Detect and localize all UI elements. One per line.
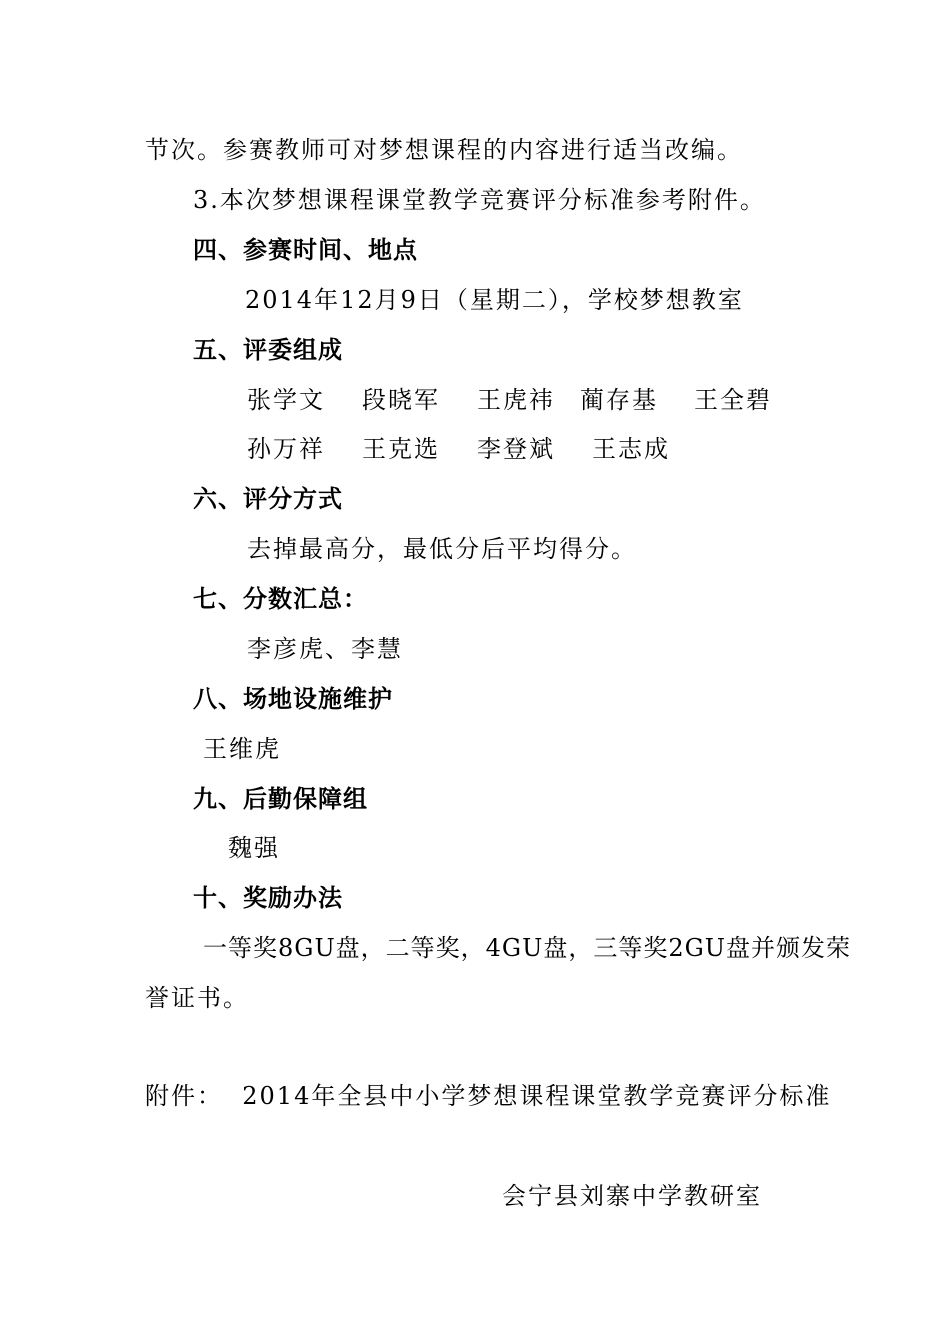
judge-name: 孙万祥 (247, 435, 325, 463)
judge-name: 段晓军 (362, 386, 440, 414)
judge-name: 张学文 (247, 386, 325, 414)
section-heading: 五、评委组成 (193, 336, 343, 364)
body-text-line: 誉证书。 (145, 984, 249, 1012)
judge-name: 李登斌 (477, 435, 555, 463)
body-text-line: 魏强 (228, 834, 280, 862)
judge-name: 王全碧 (694, 386, 772, 414)
section-heading: 十、奖励办法 (193, 884, 343, 912)
body-text-line: 王维虎 (203, 735, 281, 763)
section-heading: 七、分数汇总： (193, 585, 368, 613)
section-heading: 九、后勤保障组 (193, 785, 368, 813)
judge-name: 王虎祎 (477, 386, 555, 414)
signature: 会宁县刘寨中学教研室 (502, 1182, 762, 1210)
judge-name: 王克选 (362, 435, 440, 463)
attachment-line: 附件： 2014年全县中小学梦想课程课堂教学竞赛评分标准 (145, 1082, 832, 1110)
body-text-line: 3.本次梦想课程课堂教学竞赛评分标准参考附件。 (193, 186, 766, 214)
body-text-line: 李彦虎、李慧 (247, 635, 403, 663)
judge-name: 蔺存基 (580, 386, 658, 414)
body-text-line: 去掉最高分，最低分后平均得分。 (247, 535, 637, 563)
section-heading: 六、评分方式 (193, 485, 343, 513)
body-text-line: 一等奖8GU盘，二等奖，4GU盘，三等奖2GU盘并颁发荣 (203, 934, 852, 962)
judge-name: 王志成 (592, 435, 670, 463)
body-text-line: 2014年12月9日（星期二），学校梦想教室 (245, 286, 744, 314)
body-text-line: 节次。参赛教师可对梦想课程的内容进行适当改编。 (145, 136, 743, 164)
section-heading: 八、场地设施维护 (193, 685, 393, 713)
section-heading: 四、参赛时间、地点 (193, 236, 418, 264)
